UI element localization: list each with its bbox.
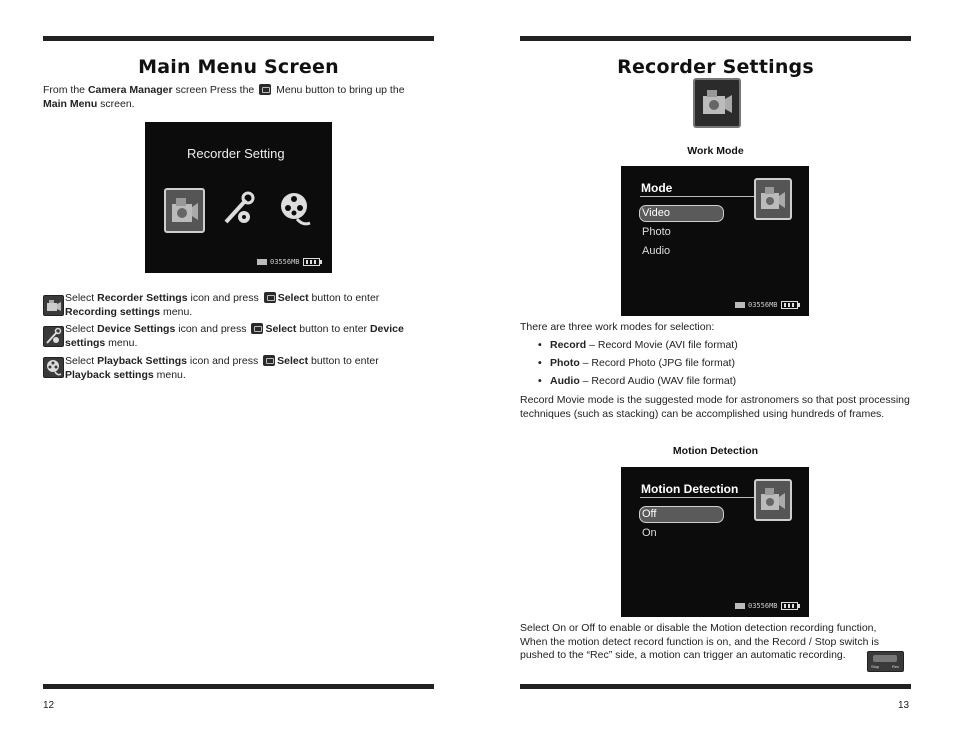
select-button-icon: [251, 323, 263, 334]
main-menu-label: Main Menu: [43, 97, 98, 110]
camcorder-icon[interactable]: [164, 188, 205, 233]
camera-manager-label: Camera Manager: [87, 84, 173, 96]
option-video[interactable]: Video: [642, 207, 670, 219]
switch-slider: [873, 655, 897, 662]
work-mode-intro: There are three work modes for selection:: [520, 321, 715, 333]
list-item: • Photo – Record Photo (JPG file format): [538, 357, 908, 371]
work-mode-title: Work Mode: [687, 145, 744, 157]
recorder-settings-icon: [693, 78, 741, 128]
screen-heading: Motion Detection: [641, 482, 739, 496]
sd-card-icon: [257, 259, 267, 265]
page-number-left: 12: [43, 700, 55, 711]
intro-paragraph: From the Camera Manager screen Press the Menu button to bring up the Main Menu screen.: [43, 84, 405, 110]
film-reel-icon: [43, 357, 64, 378]
work-mode-list: [538, 339, 908, 393]
top-rule-right: [520, 36, 911, 41]
motion-detection-screen: [621, 467, 809, 617]
wrench-gear-icon: [43, 326, 64, 347]
list-item: Select Device Settings icon and press Select button to enter Device settings menu.: [65, 323, 404, 349]
battery-icon: [303, 258, 320, 266]
bottom-rule-left: [43, 684, 434, 689]
bottom-rule-right: [520, 684, 911, 689]
divider: [640, 497, 755, 498]
option-on[interactable]: On: [642, 527, 657, 539]
page-number-right: 13: [898, 700, 910, 711]
screen-heading: Recorder Setting: [187, 146, 285, 161]
camcorder-icon: [754, 479, 792, 521]
list-item: • Record – Record Movie (AVI file format): [538, 339, 908, 353]
divider: [640, 196, 755, 197]
storage-status: 03556MB: [748, 301, 778, 309]
option-photo[interactable]: Photo: [642, 226, 671, 238]
storage-status: 03556MB: [748, 602, 778, 610]
motion-detection-title: Motion Detection: [672, 445, 759, 457]
sd-card-icon: [735, 302, 745, 308]
sd-card-icon: [735, 603, 745, 609]
top-rule-left: [43, 36, 434, 41]
work-mode-screen: [621, 166, 809, 316]
storage-status: 03556MB: [270, 258, 300, 266]
wrench-gear-icon[interactable]: [220, 190, 258, 228]
option-audio[interactable]: Audio: [642, 245, 671, 257]
battery-icon: [781, 602, 798, 610]
select-button-icon: [263, 355, 275, 366]
page-title-left: Main Menu Screen: [138, 56, 339, 78]
main-menu-screen: [145, 122, 332, 273]
switch-label-stop: Stop: [871, 664, 880, 669]
option-off[interactable]: Off: [642, 508, 657, 520]
camcorder-icon: [754, 178, 792, 220]
motion-detection-text: Select On or Off to enable or disable the Motion detection recording function, When the motion detect record function is on, and the Record / Stop switch is pushed to the “Rec” side, a motion can trigger an automatic recording.: [520, 622, 879, 661]
select-button-icon: [264, 292, 276, 303]
screen-heading: Mode: [641, 181, 673, 195]
battery-icon: [781, 301, 798, 309]
list-item: Select Playback Settings icon and press Select button to enter Playback settings menu.: [65, 355, 379, 381]
list-item: Select Recorder Settings icon and press Select button to enter Recording settings menu.: [65, 292, 380, 318]
work-mode-note: Record Movie mode is the suggested mode for astronomers so that post processing techniques (such as stacking) can be accomplished using hundreds of frames.: [520, 394, 910, 420]
camcorder-icon: [43, 295, 64, 316]
record-stop-switch-icon: [867, 651, 904, 672]
menu-button-icon: [259, 84, 271, 95]
list-item: • Audio – Record Audio (WAV file format): [538, 375, 908, 389]
page-title-right: Recorder Settings: [617, 56, 814, 78]
switch-label-rec: Rec: [892, 664, 900, 669]
film-reel-icon[interactable]: [277, 190, 313, 228]
